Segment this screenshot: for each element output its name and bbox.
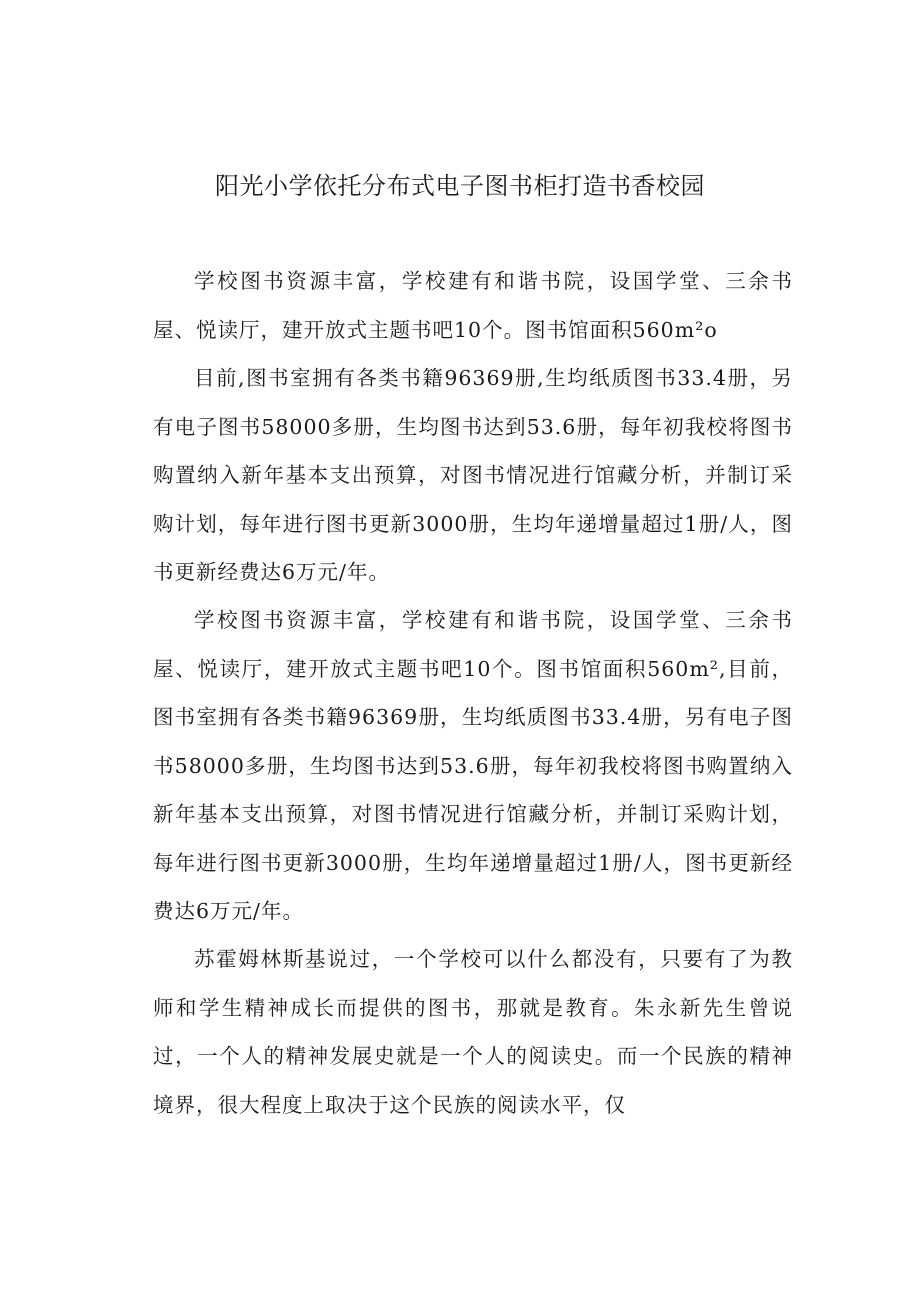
paragraph-2: 目前,图书室拥有各类书籍96369册,生均纸质图书33.4册，另有电子图书58000多册，生均图书达到53.6册，每年初我校将图书购置纳入新年基本支出预算，对图书情况进行馆藏分析，并制订采购计划，每年进行图书更新3000册，生均年递增量超过1册/人，图书更新经费达6万元/年。: [153, 366, 793, 584]
paragraph-3: 学校图书资源丰富，学校建有和谐书院，设国学堂、三余书屋、悦读厅，建开放式主题书吧10个。图书馆面积560m²,目前，图书室拥有各类书籍96369册，生均纸质图书33.4册，另有电子图书58000多册，生均图书达到53.6册，每年初我校将图书购置纳入新年基本支出预算，对图书情况进行馆藏分析，并制订采购计划，每年进行图书更新3000册，生均年递增量超过1册/人，图书更新经费达6万元/年。: [153, 608, 793, 923]
document-title: 阳光小学依托分布式电子图书柜打造书香校园: [215, 172, 705, 200]
paragraph-1: 学校图书资源丰富，学校建有和谐书院，设国学堂、三余书屋、悦读厅，建开放式主题书吧10个。图书馆面积560m²o: [153, 269, 793, 342]
document-body-block-2: [153, 596, 793, 936]
document-body-block-3: [153, 935, 793, 1129]
document-body-block-1: [153, 257, 793, 597]
paragraph-4: 苏霍姆林斯基说过，一个学校可以什么都没有，只要有了为教师和学生精神成长而提供的图书，那就是教育。朱永新先生曾说过，一个人的精神发展史就是一个人的阅读史。而一个民族的精神境界，很大程度上取决于这个民族的阅读水平，仅: [153, 947, 793, 1117]
